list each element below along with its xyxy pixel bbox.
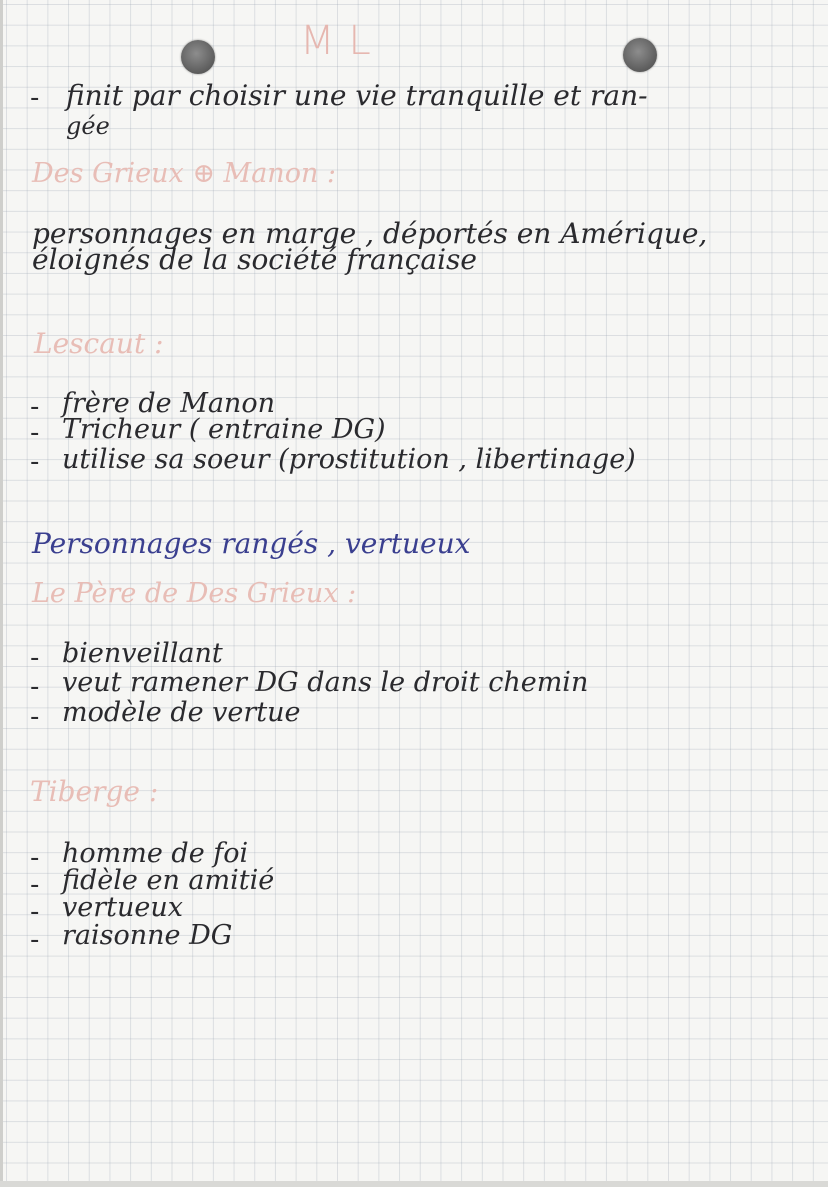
bullet-dash: - bbox=[30, 672, 40, 702]
punch-hole-left bbox=[181, 40, 215, 74]
section-heading-personnages-ranges: Personnages rangés , vertueux bbox=[32, 527, 471, 560]
bullet-dash: - bbox=[30, 843, 40, 873]
list-item: utilise sa soeur (prostitution , libertinage) bbox=[62, 444, 636, 475]
list-item: raisonne DG bbox=[62, 920, 233, 951]
bullet-dash: - bbox=[30, 392, 40, 422]
note-line: personnages en marge , déportés en Amérique, bbox=[32, 217, 708, 250]
header-mark: ML bbox=[300, 18, 385, 64]
note-line: éloignés de la société française bbox=[32, 243, 477, 276]
list-item: frère de Manon bbox=[62, 388, 275, 419]
bullet-dash: - bbox=[30, 870, 40, 900]
page-edge bbox=[0, 0, 3, 1187]
list-item: modèle de vertue bbox=[62, 697, 301, 728]
bullet-dash: - bbox=[30, 702, 40, 732]
bullet-dash: - bbox=[30, 643, 40, 673]
bullet-dash: - bbox=[30, 925, 40, 955]
section-heading-tiberge: Tiberge : bbox=[30, 775, 159, 808]
bullet-dash: - bbox=[30, 83, 40, 113]
bullet-dash: - bbox=[30, 418, 40, 448]
section-heading-pere: Le Père de Des Grieux : bbox=[32, 578, 357, 609]
list-item: Tricheur ( entraine DG) bbox=[62, 414, 386, 445]
list-item: homme de foi bbox=[62, 838, 249, 869]
bullet-dash: - bbox=[30, 897, 40, 927]
section-heading-lescaut: Lescaut : bbox=[34, 327, 164, 360]
punch-hole-right bbox=[623, 38, 657, 72]
note-line: gée bbox=[66, 112, 110, 140]
note-line: finit par choisir une vie tranquille et ran- bbox=[66, 79, 648, 112]
page-bottom-edge bbox=[0, 1181, 828, 1187]
bullet-dash: - bbox=[30, 447, 40, 477]
list-item: vertueux bbox=[62, 892, 183, 923]
list-item: fidèle en amitié bbox=[62, 865, 275, 896]
section-heading-des-grieux-manon: Des Grieux ⊕ Manon : bbox=[32, 158, 337, 189]
list-item: veut ramener DG dans le droit chemin bbox=[62, 667, 589, 698]
list-item: bienveillant bbox=[62, 638, 223, 669]
